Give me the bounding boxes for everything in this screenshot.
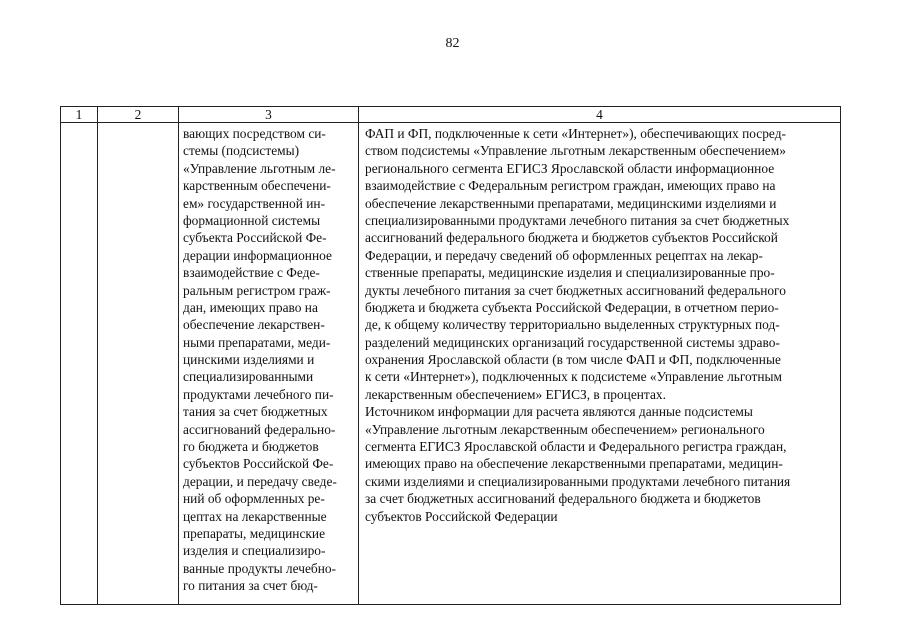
text-line: Федерации, и передачу сведений об оформленных рецептах на лекар- [365, 247, 763, 263]
text-line: бюджета и бюджета субъекта Российской Федерации, в отчетном перио- [365, 299, 779, 315]
text-line: сегмента ЕГИСЗ Ярославской области и Федерального регистра граждан, [365, 439, 787, 455]
text-line: ассигнований федерального бюджета и бюджетов субъектов Российской [365, 230, 778, 246]
text-line: дерации информационное [183, 247, 332, 263]
text-line: Источником информации для расчета являются данные подсистемы [365, 404, 753, 420]
text-line: ассигнований федерально- [183, 421, 336, 437]
header-cell-3: 3 [179, 107, 359, 123]
cell-col-4 [359, 123, 841, 605]
text-line: цептах на лекарственные [183, 508, 327, 524]
text-line: го бюджета и бюджетов [183, 439, 319, 455]
text-line: разделений медицинских организаций государственной системы здраво- [365, 334, 780, 350]
text-line: ральным регистром граж- [183, 282, 331, 298]
header-cell-2: 2 [98, 107, 179, 123]
cell-col-1 [61, 123, 98, 605]
text-line: субъектов Российской Федерации [365, 508, 558, 524]
text-line: «Управление льготным ле- [183, 160, 336, 176]
text-line: охранения Ярославской области (в том числе ФАП и ФП, подключенные [365, 352, 781, 368]
cell-col-2 [98, 123, 179, 605]
text-line: стемы (подсистемы) [183, 143, 300, 159]
text-line: специализированными [183, 369, 314, 385]
text-line: тания за счет бюджетных [183, 404, 328, 420]
text-line: обеспечение лекарствен- [183, 317, 325, 333]
table-row [61, 123, 841, 605]
header-cell-1: 1 [61, 107, 98, 123]
text-line: ственные препараты, медицинские изделия и специализированные про- [365, 265, 775, 281]
text-line: де, к общему количеству территориально выделенных структурных под- [365, 317, 780, 333]
text-line: «Управление льготным лекарственным обеспечением» регионального [365, 421, 765, 437]
text-line: ванные продукты лечебно- [183, 560, 337, 576]
text-line: формационной системы [183, 212, 321, 228]
text-line: дан, имеющих право на [183, 299, 318, 315]
page-number: 82 [445, 36, 460, 51]
cell-col-3 [179, 123, 359, 605]
text-line: цинскими изделиями и [183, 352, 315, 368]
text-line: дерации, и передачу сведе- [183, 473, 337, 489]
text-line: ством подсистемы «Управление льготным лекарственным обеспечением» [365, 143, 786, 159]
text-line: взаимодействие с Феде- [183, 265, 320, 281]
text-line: карственным обеспечени- [183, 178, 331, 194]
text-line: взаимодействие с Федеральным регистром граждан, имеющих право на [365, 178, 776, 194]
header-cell-4: 4 [359, 107, 841, 123]
text-line: субъекта Российской Фе- [183, 230, 327, 246]
col4-text [359, 123, 840, 525]
text-line: го питания за счет бюд- [183, 578, 318, 594]
text-line: к сети «Интернет»), подключенных к подсистеме «Управление льготным [365, 369, 783, 385]
text-line: ными препаратами, меди- [183, 334, 331, 350]
text-line: ний об оформленных ре- [183, 491, 325, 507]
text-line: дукты лечебного питания за счет бюджетных ассигнований федерального [365, 282, 786, 298]
text-line: ФАП и ФП, подключенные к сети «Интернет»), обеспечивающих посред- [365, 126, 786, 141]
table-header-row [61, 107, 841, 123]
text-line: лекарственным обеспечением» ЕГИСЗ, в процентах. [365, 386, 666, 402]
text-line: препараты, медицинские [183, 525, 326, 541]
col3-text [179, 123, 358, 595]
text-line: продуктами лечебного пи- [183, 386, 334, 402]
document-table [60, 106, 841, 605]
text-line: субъектов Российской Фе- [183, 456, 334, 472]
text-line: за счет бюджетных ассигнований федерального бюджета и бюджетов [365, 491, 761, 507]
text-line: обеспечение лекарственными препаратами, медицинскими изделиями и [365, 195, 777, 211]
text-line: ем» государственной ин- [183, 195, 326, 211]
text-line: регионального сегмента ЕГИСЗ Ярославской области информационное [365, 160, 775, 176]
text-line: изделия и специализиро- [183, 543, 326, 559]
text-line: имеющих право на обеспечение лекарственными препаратами, медицин- [365, 456, 783, 472]
text-line: скими изделиями и специализированными продуктами лечебного питания [365, 473, 791, 489]
text-line: вающих посредством си- [183, 126, 326, 141]
text-line: специализированными продуктами лечебного питания за счет бюджетных [365, 212, 790, 228]
